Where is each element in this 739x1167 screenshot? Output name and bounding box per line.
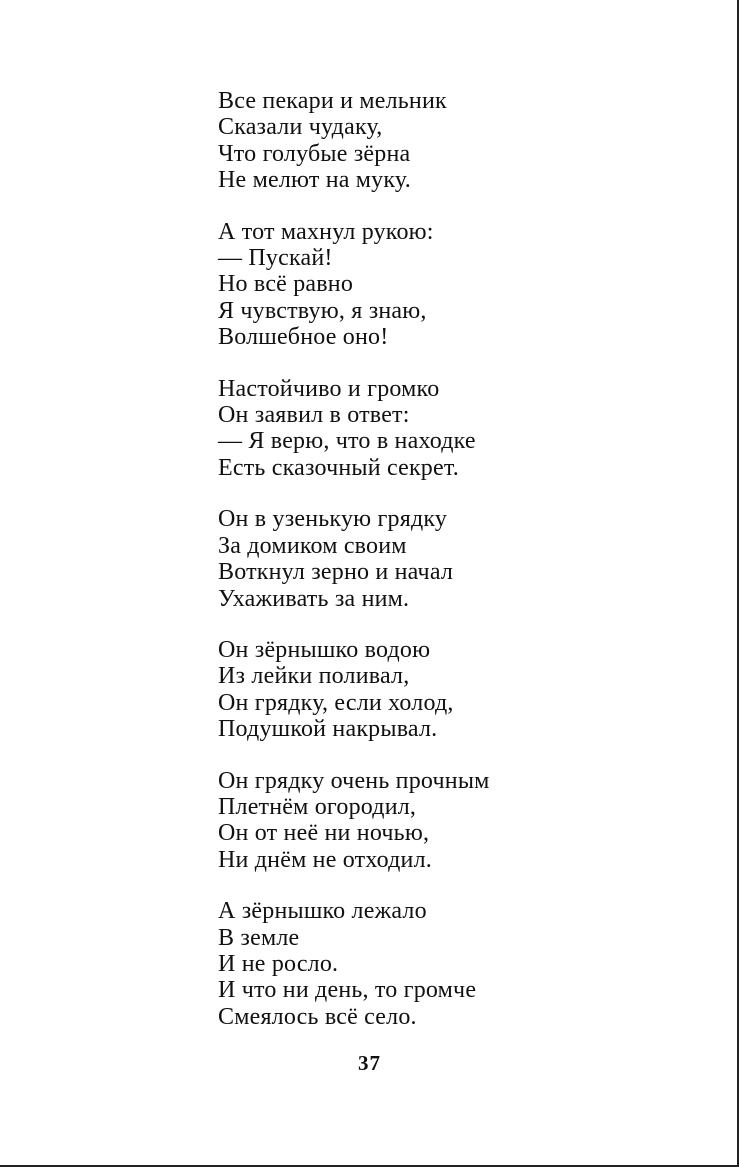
- stanza: [218, 506, 638, 612]
- stanza: [218, 219, 638, 351]
- stanza: [218, 637, 638, 743]
- poem-line: Есть сказочный секрет.: [218, 454, 459, 481]
- poem-line: Он от неё ни ночью,: [218, 820, 430, 847]
- poem-line: А зёрнышко лежало: [218, 898, 427, 925]
- poem-line: Плетнём огородил,: [218, 793, 417, 820]
- page-number: 37: [358, 1051, 381, 1075]
- poem-line: А тот махнул рукою:: [218, 218, 434, 245]
- poem-line: За домиком своим: [218, 532, 407, 559]
- poem-line: Все пекари и мельник: [218, 88, 447, 114]
- poem-line: Воткнул зерно и начал: [218, 559, 454, 586]
- poem-line: Не мелют на муку.: [218, 167, 411, 194]
- poem-line: — Пускай!: [218, 245, 333, 272]
- poem-line: Он в узенькую грядку: [218, 506, 448, 533]
- poem-line: Но всё равно: [218, 271, 354, 298]
- poem-text: [218, 88, 638, 1055]
- poem-line: Сказали чудаку,: [218, 114, 383, 141]
- poem-line: Ни днём не отходил.: [218, 846, 432, 873]
- poem-line: Что голубые зёрна: [218, 140, 411, 167]
- stanza: [218, 898, 638, 1030]
- stanza: [218, 376, 638, 482]
- poem-line: Он заявил в ответ:: [218, 402, 410, 429]
- poem-line: Смеялось всё село.: [218, 1003, 417, 1030]
- poem-line: Волшебное оно!: [218, 324, 389, 351]
- stanza: [218, 768, 638, 874]
- poem-line: Я чувствую, я знаю,: [218, 297, 427, 324]
- poem-line: В земле: [218, 924, 300, 951]
- poem-line: Он грядку, если холод,: [218, 689, 454, 716]
- poem-line: Из лейки поливал,: [218, 663, 410, 690]
- poem-line: — Я верю, что в находке: [218, 428, 476, 455]
- poem-line: Он зёрнышко водою: [218, 636, 431, 663]
- poem-line: Настойчиво и громко: [218, 375, 440, 402]
- poem-line: Ухаживать за ним.: [218, 585, 410, 612]
- stanza: [218, 88, 638, 194]
- poem-line: Подушкой накрывал.: [218, 716, 438, 743]
- poem-line: И что ни день, то громче: [218, 977, 477, 1004]
- poem-line: Он грядку очень прочным: [218, 767, 490, 794]
- poem-line: И не росло.: [218, 950, 339, 977]
